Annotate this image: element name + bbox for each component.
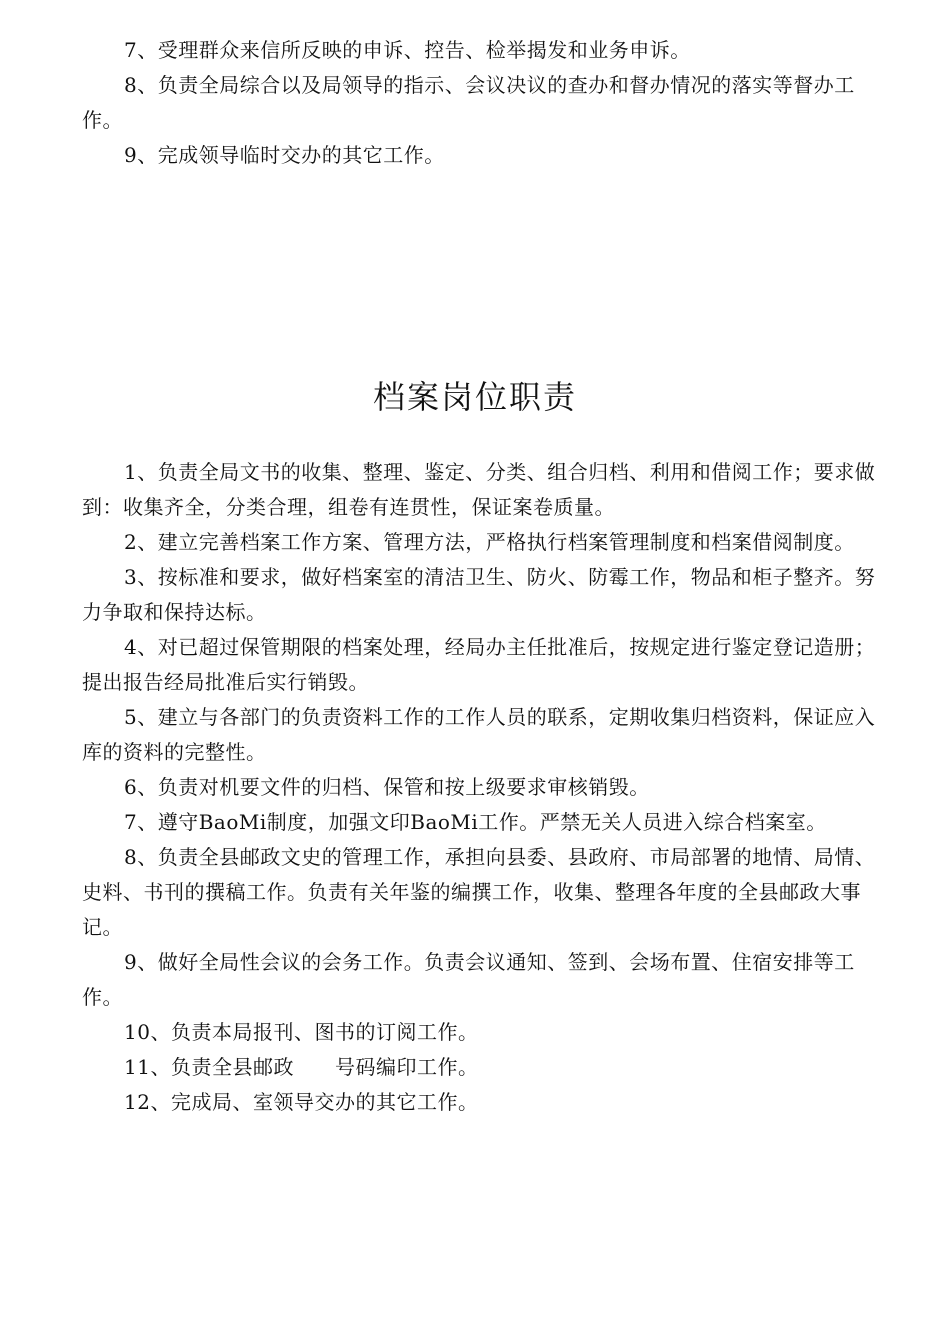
- list-item: 3、按标准和要求，做好档案室的清洁卫生、防火、防霉工作，物品和柜子整齐。努力争取和保持达标。: [82, 565, 876, 624]
- section-title: 档案岗位职责: [372, 378, 577, 416]
- list-item: 1、负责全局文书的收集、整理、鉴定、分类、组合归档、利用和借阅工作；要求做到：收集齐全，分类合理，组卷有连贯性，保证案卷质量。: [82, 460, 876, 519]
- duties-list: [82, 455, 882, 1120]
- list-item: 2、建立完善档案工作方案、管理方法，严格执行档案管理制度和档案借阅制度。: [124, 530, 855, 554]
- list-item: 6、负责对机要文件的归档、保管和按上级要求审核销毁。: [124, 775, 650, 799]
- list-item: 4、对已超过保管期限的档案处理，经局办主任批准后，按规定进行鉴定登记造册；提出报告经局批准后实行销毁。: [82, 635, 876, 694]
- list-item: 12、完成局、室领导交办的其它工作。: [124, 1090, 479, 1114]
- list-item: 9、做好全局性会议的会务工作。负责会议通知、签到、会场布置、住宿安排等工作。: [82, 950, 855, 1009]
- list-item: 7、遵守BaoMi制度，加强文印BaoMi工作。严禁无关人员进入综合档案室。: [124, 810, 827, 834]
- list-item: 11、负责全县邮政 号码编印工作。: [124, 1055, 479, 1079]
- list-item: 5、建立与各部门的负责资料工作的工作人员的联系，定期收集归档资料，保证应入库的资料的完整性。: [82, 705, 876, 764]
- list-item: 7、受理群众来信所反映的申诉、控告、检举揭发和业务申诉。: [124, 38, 691, 62]
- list-item: 9、完成领导临时交办的其它工作。: [124, 143, 445, 167]
- list-item: 8、负责全局综合以及局领导的指示、会议决议的查办和督办情况的落实等督办工作。: [82, 73, 855, 132]
- list-item: 8、负责全县邮政文史的管理工作，承担向县委、县政府、市局部署的地情、局情、史料、书刊的撰稿工作。负责有关年鉴的编撰工作，收集、整理各年度的全县邮政大事记。: [82, 845, 876, 939]
- list-item: 10、负责本局报刊、图书的订阅工作。: [124, 1020, 479, 1044]
- previous-section-continuation: [82, 33, 882, 173]
